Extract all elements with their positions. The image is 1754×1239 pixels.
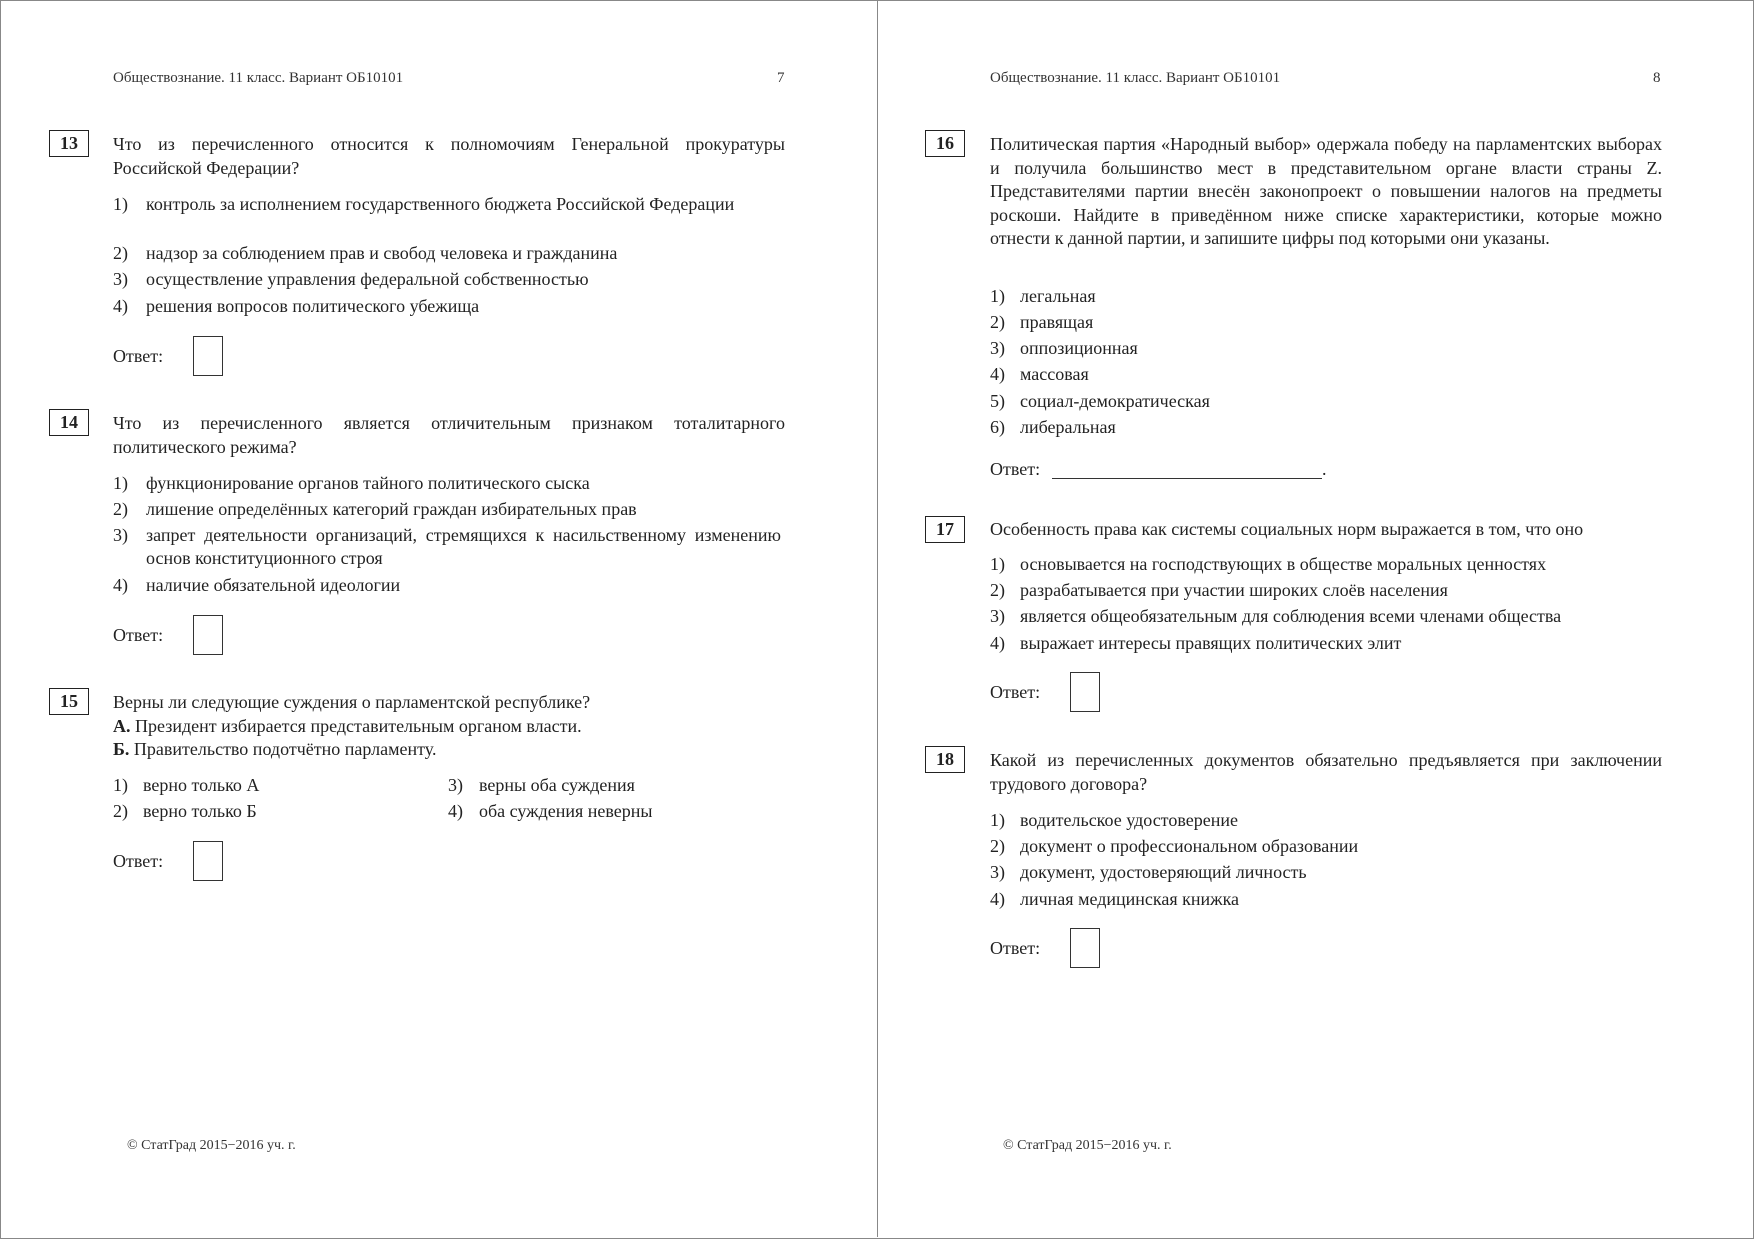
option-number: 1) [113, 775, 128, 795]
option-text: основывается на господствующих в обществе моральных ценностях [1020, 554, 1547, 574]
question-17-text: Особенность права как системы социальных норм выражается в том, что оно [990, 519, 1584, 539]
option-text: осуществление управления федеральной собственностью [146, 269, 589, 289]
option-text: оппозиционная [1020, 338, 1138, 358]
question-15-option-4[interactable] [448, 800, 653, 823]
judgement-a [113, 715, 785, 739]
option-number: 4) [990, 364, 1005, 384]
answer-label-15: Ответ: [113, 851, 164, 871]
option-number: 2) [113, 801, 128, 821]
option-text: оба суждения неверны [479, 801, 653, 821]
answer-box-15[interactable] [193, 841, 223, 881]
page-footer-left: © СтатГрад 2015−2016 уч. г. [127, 1138, 296, 1153]
answer-label-17: Ответ: [990, 682, 1041, 702]
question-13-option-4[interactable] [113, 295, 479, 318]
question-18-text: Какой из перечисленных документов обязательно предъявляется при заключении трудового договора? [990, 750, 1662, 794]
question-16-option-2[interactable] [990, 311, 1093, 334]
question-18-option-4[interactable] [990, 888, 1239, 911]
option-text: социал-демократическая [1020, 391, 1210, 411]
option-number: 4) [990, 889, 1005, 909]
page-header-right: Обществознание. 11 класс. Вариант ОБ10101 [990, 70, 1281, 86]
question-13-text: Что из перечисленного относится к полномочиям Генеральной прокуратуры Российской Федерации? [113, 134, 785, 178]
option-text: лишение определённых категорий граждан избирательных прав [146, 499, 637, 519]
answer-box-17[interactable] [1070, 672, 1100, 712]
option-number: 3) [990, 338, 1005, 358]
option-number: 2) [113, 243, 128, 263]
question-number-15: 15 [49, 688, 89, 715]
option-text: документ о профессиональном образовании [1020, 836, 1359, 856]
question-16-option-6[interactable] [990, 416, 1116, 439]
question-17-option-1[interactable] [990, 553, 1546, 576]
answer-label-14: Ответ: [113, 625, 164, 645]
question-17-option-2[interactable] [990, 579, 1448, 602]
question-15-option-1[interactable] [113, 774, 259, 797]
option-number: 1) [990, 286, 1005, 306]
answer-label-16: Ответ: [990, 459, 1041, 479]
page-number-left: 7 [777, 70, 785, 86]
option-number: 1) [113, 473, 128, 493]
option-text: выражает интересы правящих политических элит [1020, 633, 1402, 653]
option-number: 4) [113, 575, 128, 595]
option-number: 2) [113, 499, 128, 519]
answer-box-14[interactable] [193, 615, 223, 655]
page-footer-right: © СтатГрад 2015−2016 уч. г. [1003, 1138, 1172, 1153]
option-number: 3) [990, 606, 1005, 626]
question-18-option-1[interactable] [990, 809, 1238, 832]
question-14-text: Что из перечисленного является отличительным признаком тоталитарного политического режима? [113, 413, 785, 457]
option-text: является общеобязательным для соблюдения всеми членами общества [1020, 606, 1562, 626]
page-number-right: 8 [1653, 70, 1661, 86]
question-14-option-3[interactable] [113, 524, 781, 570]
answer-box-13[interactable] [193, 336, 223, 376]
option-number: 3) [113, 269, 128, 289]
question-15-prompt: Верны ли следующие суждения о парламентской республике? [113, 692, 591, 712]
judgement-b [113, 738, 785, 762]
question-15-option-3[interactable] [448, 774, 635, 797]
question-16-option-4[interactable] [990, 363, 1089, 386]
question-14-option-1[interactable] [113, 472, 590, 495]
question-17-option-3[interactable] [990, 605, 1561, 628]
option-number: 4) [448, 801, 463, 821]
question-16-option-3[interactable] [990, 337, 1138, 360]
option-text: правящая [1020, 312, 1094, 332]
option-number: 3) [448, 775, 463, 795]
option-number: 2) [990, 580, 1005, 600]
option-number: 6) [990, 417, 1005, 437]
question-18-option-2[interactable] [990, 835, 1358, 858]
option-text: разрабатывается при участии широких слоёв населения [1020, 580, 1448, 600]
answer-box-18[interactable] [1070, 928, 1100, 968]
option-text: контроль за исполнением государственного бюджета Российской Федерации [146, 194, 735, 214]
judgement-b-text: Правительство подотчётно парламенту. [133, 739, 437, 759]
question-15-text [113, 691, 785, 762]
question-16-option-1[interactable] [990, 285, 1096, 308]
answer-label-13: Ответ: [113, 346, 164, 366]
option-text: личная медицинская книжка [1020, 889, 1240, 909]
question-18-option-3[interactable] [990, 861, 1307, 884]
option-text: функционирование органов тайного политического сыска [146, 473, 590, 493]
option-number: 5) [990, 391, 1005, 411]
option-number: 4) [990, 633, 1005, 653]
question-number-13: 13 [49, 130, 89, 157]
option-number: 3) [990, 862, 1005, 882]
answer-line-end-16: . [1322, 459, 1327, 479]
option-number: 1) [990, 810, 1005, 830]
option-text: верны оба суждения [479, 775, 635, 795]
answer-label-18: Ответ: [990, 938, 1041, 958]
option-text: наличие обязательной идеологии [146, 575, 401, 595]
option-text: водительское удостоверение [1020, 810, 1238, 830]
option-text: легальная [1020, 286, 1096, 306]
question-number-14: 14 [49, 409, 89, 436]
option-text: документ, удостоверяющий личность [1020, 862, 1307, 882]
question-number-16: 16 [925, 130, 965, 157]
option-number: 3) [113, 525, 128, 545]
option-number: 4) [113, 296, 128, 316]
page-header-left: Обществознание. 11 класс. Вариант ОБ10101 [113, 70, 404, 86]
option-text: запрет деятельности организаций, стремящихся к насильственному изменению основ конституционного строя [146, 525, 781, 568]
option-text: верно только Б [143, 801, 257, 821]
option-text: верно только А [143, 775, 260, 795]
answer-line-16[interactable] [1052, 478, 1322, 479]
question-14-option-4[interactable] [113, 574, 400, 597]
question-16-text: Политическая партия «Народный выбор» одержала победу на парламентских выборах и получила большинство мест в представительном органе власти страны Z. Представителями партии внесён законопроект о повышении налогов на предметы роскоши. Найдите в приведённом ниже списке характеристики, которые можно отнести к данной партии, и запишите цифры под которыми они указаны. [990, 134, 1662, 248]
option-text: либеральная [1020, 417, 1116, 437]
option-number: 1) [990, 554, 1005, 574]
question-13-option-1[interactable] [113, 193, 781, 216]
option-number: 2) [990, 312, 1005, 332]
option-text: надзор за соблюдением прав и свобод человека и гражданина [146, 243, 618, 263]
question-number-17: 17 [925, 516, 965, 543]
option-number: 2) [990, 836, 1005, 856]
question-17-option-4[interactable] [990, 632, 1401, 655]
question-13-option-2[interactable] [113, 242, 617, 265]
question-number-18: 18 [925, 746, 965, 773]
question-16-option-5[interactable] [990, 390, 1210, 413]
option-text: решения вопросов политического убежища [146, 296, 480, 316]
option-text: массовая [1020, 364, 1089, 384]
page-divider [877, 0, 878, 1237]
option-number: 1) [113, 194, 128, 214]
judgement-a-label: А. [113, 715, 131, 736]
question-14-option-2[interactable] [113, 498, 637, 521]
question-13-option-3[interactable] [113, 268, 589, 291]
judgement-a-text: Президент избирается представительным органом власти. [135, 715, 582, 736]
judgement-b-label: Б. [113, 739, 130, 759]
question-15-option-2[interactable] [113, 800, 257, 823]
